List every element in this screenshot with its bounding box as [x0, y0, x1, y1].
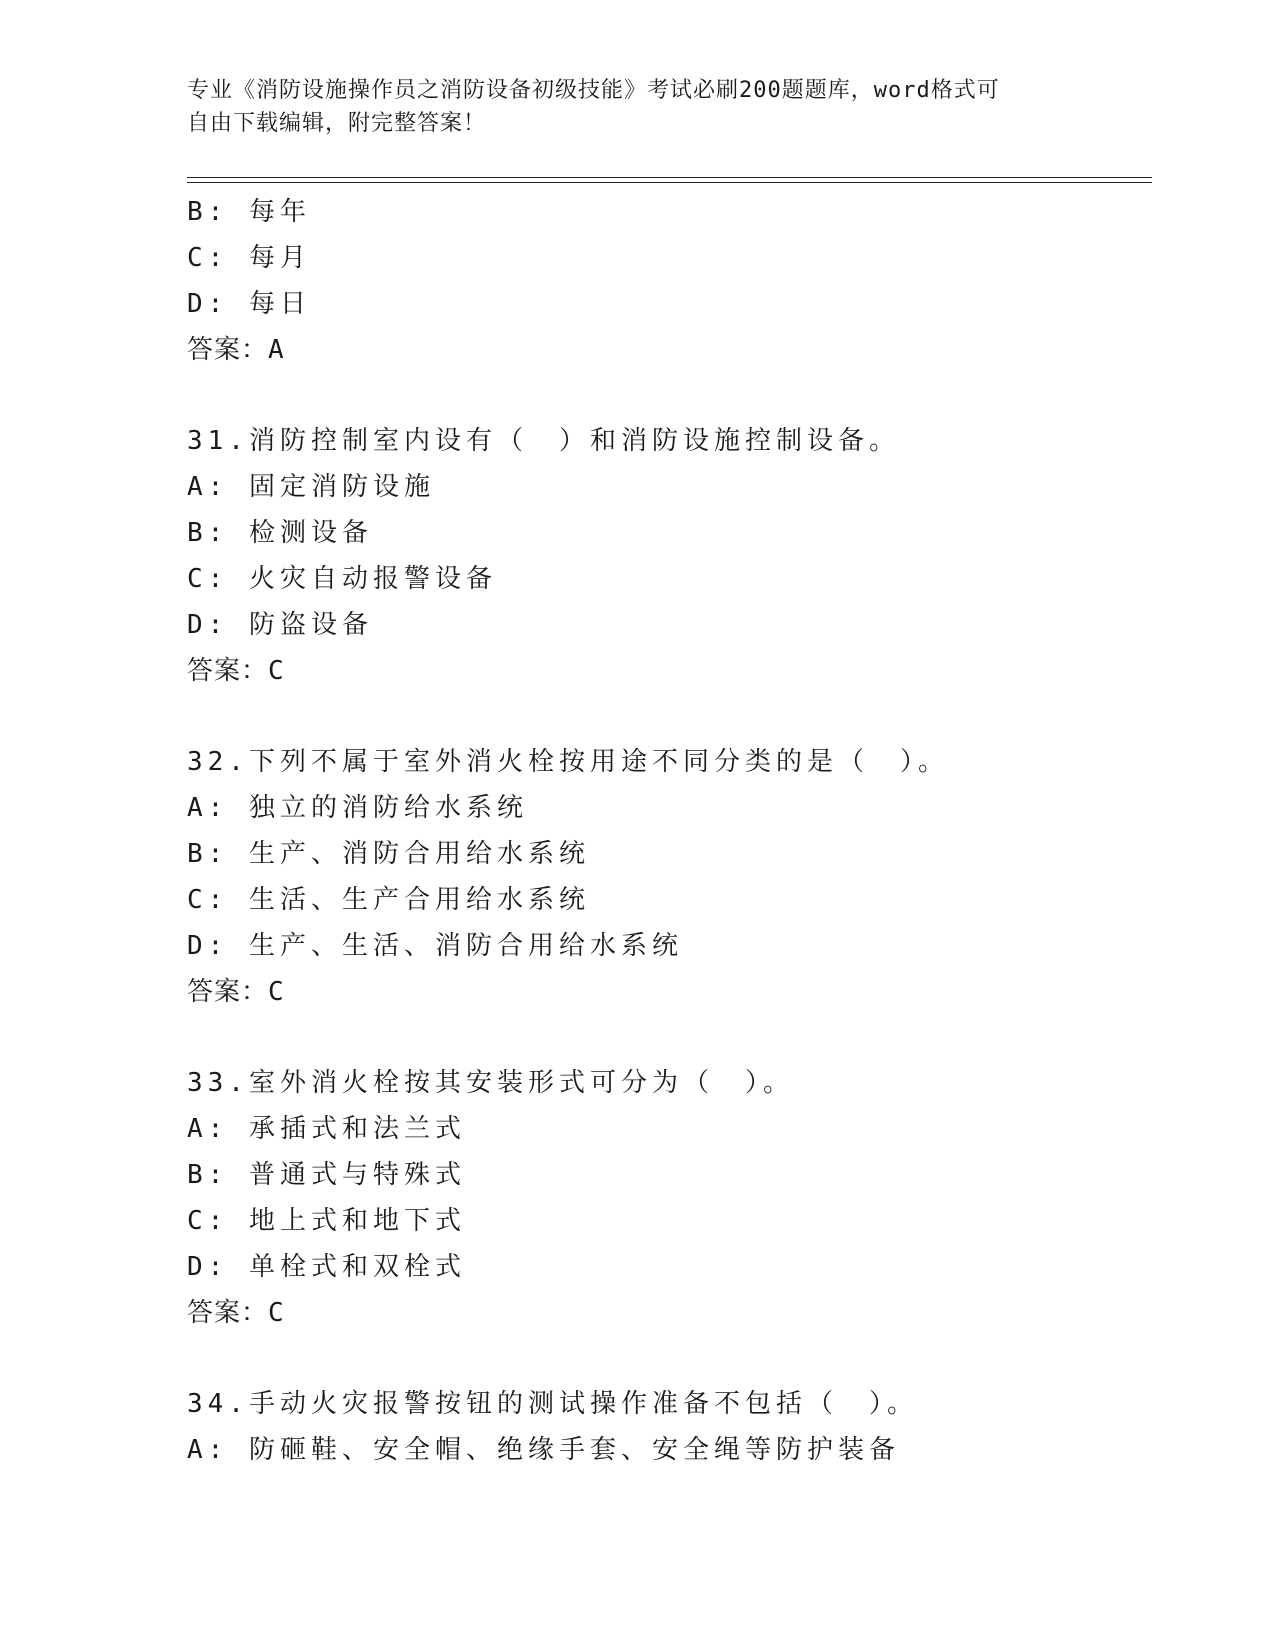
- question-stem: 33.室外消火栓按其安装形式可分为（ ）。: [187, 1068, 794, 1098]
- option-d: D: 每日: [187, 289, 311, 319]
- option-c: C: 地上式和地下式: [187, 1206, 466, 1236]
- answer: 答案：C: [187, 1298, 285, 1328]
- option-b: B: 生产、消防合用给水系统: [187, 839, 590, 869]
- option-b: B: 每年: [187, 197, 311, 227]
- header-title-line-2: 自由下载编辑，附完整答案！: [187, 111, 487, 136]
- option-a: A: 承插式和法兰式: [187, 1114, 466, 1144]
- option-b: B: 检测设备: [187, 518, 373, 548]
- option-c: C: 火灾自动报警设备: [187, 564, 497, 594]
- document-header: [187, 74, 1067, 140]
- option-c: C: 每月: [187, 243, 311, 273]
- question-31: [187, 418, 1167, 694]
- spacer: [187, 1015, 1167, 1060]
- option-a: A: 固定消防设施: [187, 472, 435, 502]
- header-rule-top: [187, 177, 1152, 178]
- answer: 答案：C: [187, 656, 285, 686]
- option-b: B: 普通式与特殊式: [187, 1160, 466, 1190]
- header-rule-bottom: [187, 182, 1152, 183]
- question-stem: 32.下列不属于室外消火栓按用途不同分类的是（ ）。: [187, 747, 949, 777]
- question-list: [187, 189, 1167, 1473]
- spacer: [187, 1336, 1167, 1381]
- answer: 答案：C: [187, 977, 285, 1007]
- question-34: [187, 1381, 1167, 1473]
- option-d: D: 生产、生活、消防合用给水系统: [187, 931, 683, 961]
- option-c: C: 生活、生产合用给水系统: [187, 885, 590, 915]
- option-a: A: 防砸鞋、安全帽、绝缘手套、安全绳等防护装备: [187, 1435, 900, 1465]
- question-32: [187, 739, 1167, 1015]
- question-stem: 34.手动火灾报警按钮的测试操作准备不包括（ ）。: [187, 1389, 918, 1419]
- option-d: D: 防盗设备: [187, 610, 373, 640]
- question-33: [187, 1060, 1167, 1336]
- answer: 答案：A: [187, 335, 285, 365]
- question-30-fragment: [187, 189, 1167, 373]
- question-stem: 31.消防控制室内设有（ ）和消防设施控制设备。: [187, 426, 900, 456]
- spacer: [187, 373, 1167, 418]
- spacer: [187, 694, 1167, 739]
- header-title-line-1: 专业《消防设施操作员之消防设备初级技能》考试必刷200题题库，word格式可: [187, 78, 1000, 103]
- option-a: A: 独立的消防给水系统: [187, 793, 528, 823]
- option-d: D: 单栓式和双栓式: [187, 1252, 466, 1282]
